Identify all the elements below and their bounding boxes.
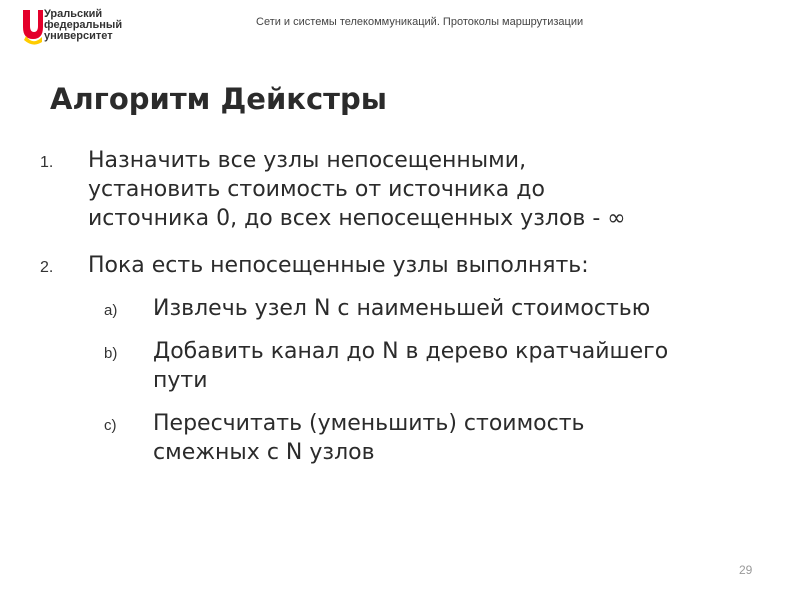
substep-c-line-1: Пересчитать (уменьшить) стоимость — [153, 411, 585, 436]
substep-c-text — [153, 409, 585, 467]
logo-text — [44, 9, 122, 42]
substep-c-line-2: смежных с N узлов — [153, 440, 375, 465]
substep-c-marker: c) — [104, 417, 117, 434]
substep-a-line-1: Извлечь узел N с наименьшей стоимостью — [153, 296, 651, 321]
step-1-text — [88, 146, 626, 233]
substep-a-marker: a) — [104, 302, 118, 319]
step-1-line-3: источника 0, до всех непосещенных узлов - ∞ — [88, 206, 626, 231]
step-1-line-1: Назначить все узлы непосещенными, — [88, 148, 527, 173]
step-1-line-2: установить стоимость от источника до — [88, 177, 545, 202]
substep-b-marker: b) — [104, 345, 118, 362]
university-logo — [20, 6, 140, 46]
substep-b-line-2: пути — [153, 368, 208, 393]
step-1-number: 1. — [40, 154, 54, 171]
university-emblem-icon — [20, 6, 44, 46]
substep-a-text — [153, 294, 650, 323]
substep-b-text — [153, 337, 668, 395]
substep-b-line-1: Добавить канал до N в дерево кратчайшего — [153, 339, 669, 364]
course-header: Сети и системы телекоммуникаций. Протоколы маршрутизации — [256, 16, 584, 28]
page-number: 29 — [739, 563, 753, 577]
logo-line-3: университет — [44, 30, 113, 42]
step-2-number: 2. — [40, 259, 54, 276]
logo-line-1: Уральский — [44, 8, 103, 20]
slide-title: Алгоритм Дейкстры — [50, 82, 387, 116]
step-2-line-1: Пока есть непосещенные узлы выполнять: — [88, 253, 589, 278]
step-2-text — [88, 251, 589, 280]
logo-line-2: федеральный — [44, 19, 123, 31]
